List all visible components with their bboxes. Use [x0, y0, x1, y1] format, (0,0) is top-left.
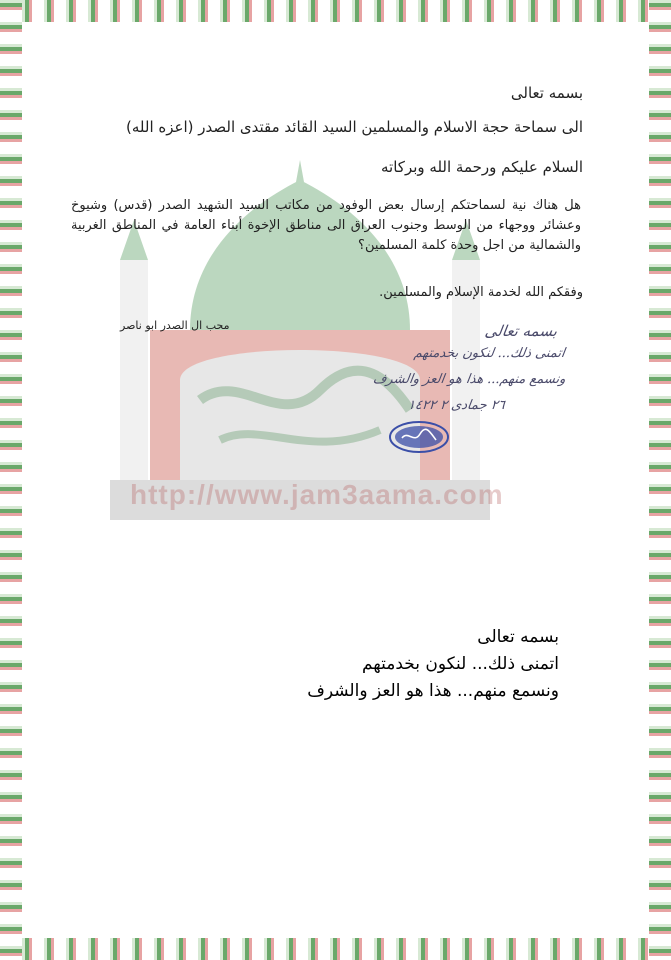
letter-greeting: السلام عليكم ورحمة الله وبركاته: [381, 158, 583, 176]
handwritten-line-2: اتمنى ذلك... لنكون بخدمتهم: [413, 346, 567, 361]
handwritten-date: ٢٦ جمادى ٢ ١٤٢٢: [407, 398, 507, 413]
typed-transcription: [307, 624, 559, 705]
letter-closing: وفقكم الله لخدمة الإسلام والمسلمين.: [379, 285, 583, 300]
transcription-line-1: بسمه تعالى: [477, 627, 559, 647]
transcription-line-2: اتمنى ذلك... لنكون بخدمتهم: [361, 654, 559, 674]
handwritten-line-3: ونسمع منهم... هذا هو العز والشرف: [371, 372, 567, 387]
letter-body: هل هناك نية لسماحتكم إرسال بعض الوفود من مكاتب السيد الشهيد الصدر (قدس) وشيوخ وعشائر ووجهاء من الوسط وجنوب العراق الى مناطق الإخوة أبناء العامة في المناطق الغربية والشمالية من اجل وحدة كلمة المسلمين؟: [71, 198, 581, 253]
transcription-line-3: ونسمع منهم... هذا هو العز والشرف: [307, 681, 559, 701]
letter-addressee: الى سماحة حجة الاسلام والمسلمين السيد القائد مقتدى الصدر (اعزه الله): [126, 118, 583, 136]
handwritten-line-1: بسمه تعالى: [483, 322, 559, 340]
letter-signer: محب ال الصدر ابو ناصر: [120, 319, 230, 332]
letter-basmala: بسمه تعالى: [510, 84, 583, 102]
watermark-url: http://www.jam3aama.com: [130, 479, 504, 510]
seal-stamp-icon: [388, 420, 450, 454]
